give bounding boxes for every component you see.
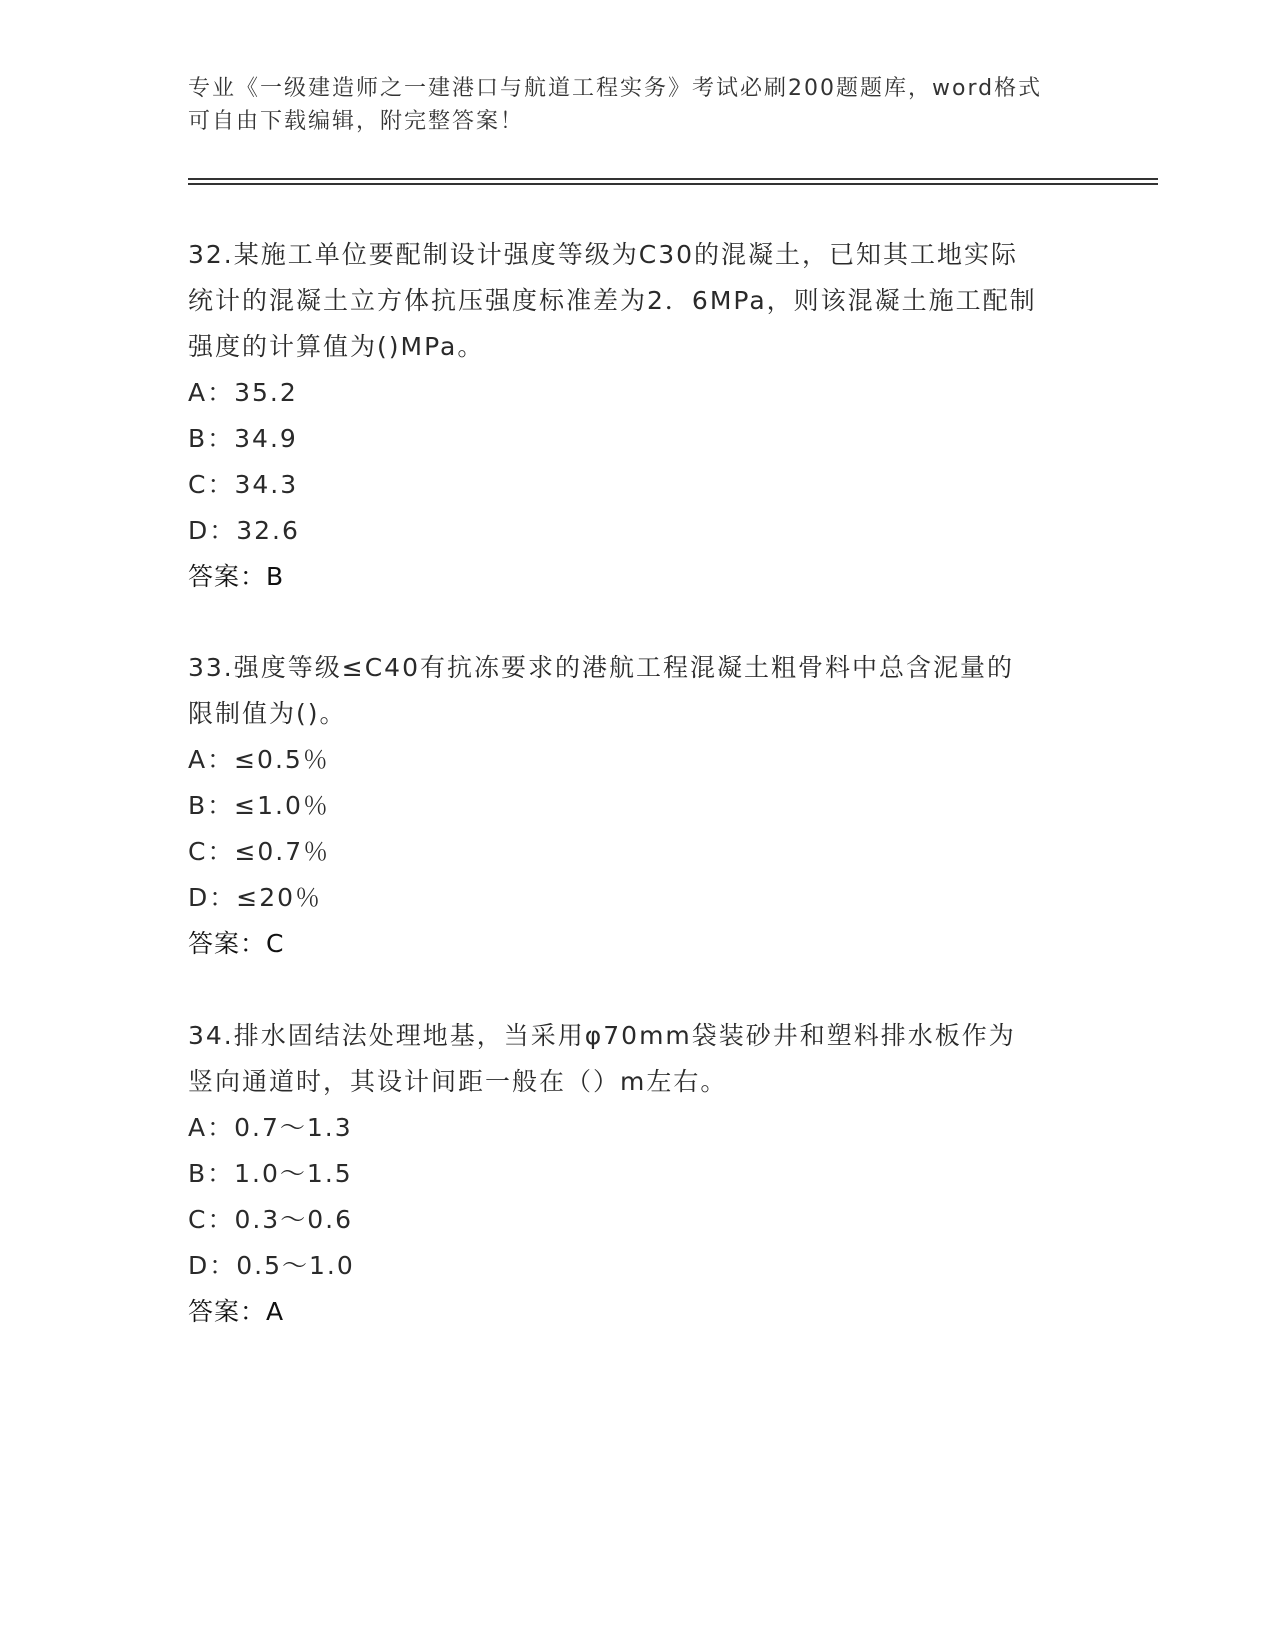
- answer-label: 答案：C: [188, 929, 285, 958]
- option-b: B：34.9: [188, 424, 298, 453]
- answer-label: 答案：B: [188, 562, 285, 591]
- option-d: D：32.6: [188, 516, 300, 545]
- answer-label: 答案：A: [188, 1297, 285, 1326]
- option-a: A：35.2: [188, 378, 298, 407]
- question-stem-line: 32.某施工单位要配制设计强度等级为C30的混凝土，已知其工地实际: [188, 240, 1019, 269]
- option-c: C：34.3: [188, 470, 299, 499]
- option-b: B：≤1.0％: [188, 791, 330, 820]
- question-33: [188, 645, 1088, 967]
- question-stem-line: 34.排水固结法处理地基，当采用φ70mm袋装砂井和塑料排水板作为: [188, 1021, 1016, 1050]
- option-c: C：≤0.7％: [188, 837, 331, 866]
- question-stem-line: 竖向通道时，其设计间距一般在（）m左右。: [188, 1067, 728, 1096]
- option-c: C：0.3～0.6: [188, 1205, 353, 1234]
- header-divider-top: [188, 178, 1158, 180]
- question-stem-line: 强度的计算值为()MPa。: [188, 332, 485, 361]
- option-d: D：0.5～1.0: [188, 1251, 355, 1280]
- question-32: [188, 232, 1088, 600]
- option-a: A：0.7～1.3: [188, 1113, 353, 1142]
- question-stem-line: 33.强度等级≤C40有抗冻要求的港航工程混凝土粗骨料中总含泥量的: [188, 653, 1014, 682]
- question-stem-line: 统计的混凝土立方体抗压强度标准差为2．6MPa，则该混凝土施工配制: [188, 286, 1037, 315]
- document-header: [188, 72, 1088, 138]
- option-d: D：≤20％: [188, 883, 323, 912]
- header-title-line-2: 可自由下载编辑，附完整答案！: [188, 109, 525, 134]
- question-stem-line: 限制值为()。: [188, 699, 347, 728]
- header-title-line-1: 专业《一级建造师之一建港口与航道工程实务》考试必刷200题题库，word格式: [188, 76, 1043, 101]
- question-34: [188, 1013, 1088, 1335]
- header-divider-bottom: [188, 183, 1158, 185]
- option-b: B：1.0～1.5: [188, 1159, 353, 1188]
- option-a: A：≤0.5％: [188, 745, 330, 774]
